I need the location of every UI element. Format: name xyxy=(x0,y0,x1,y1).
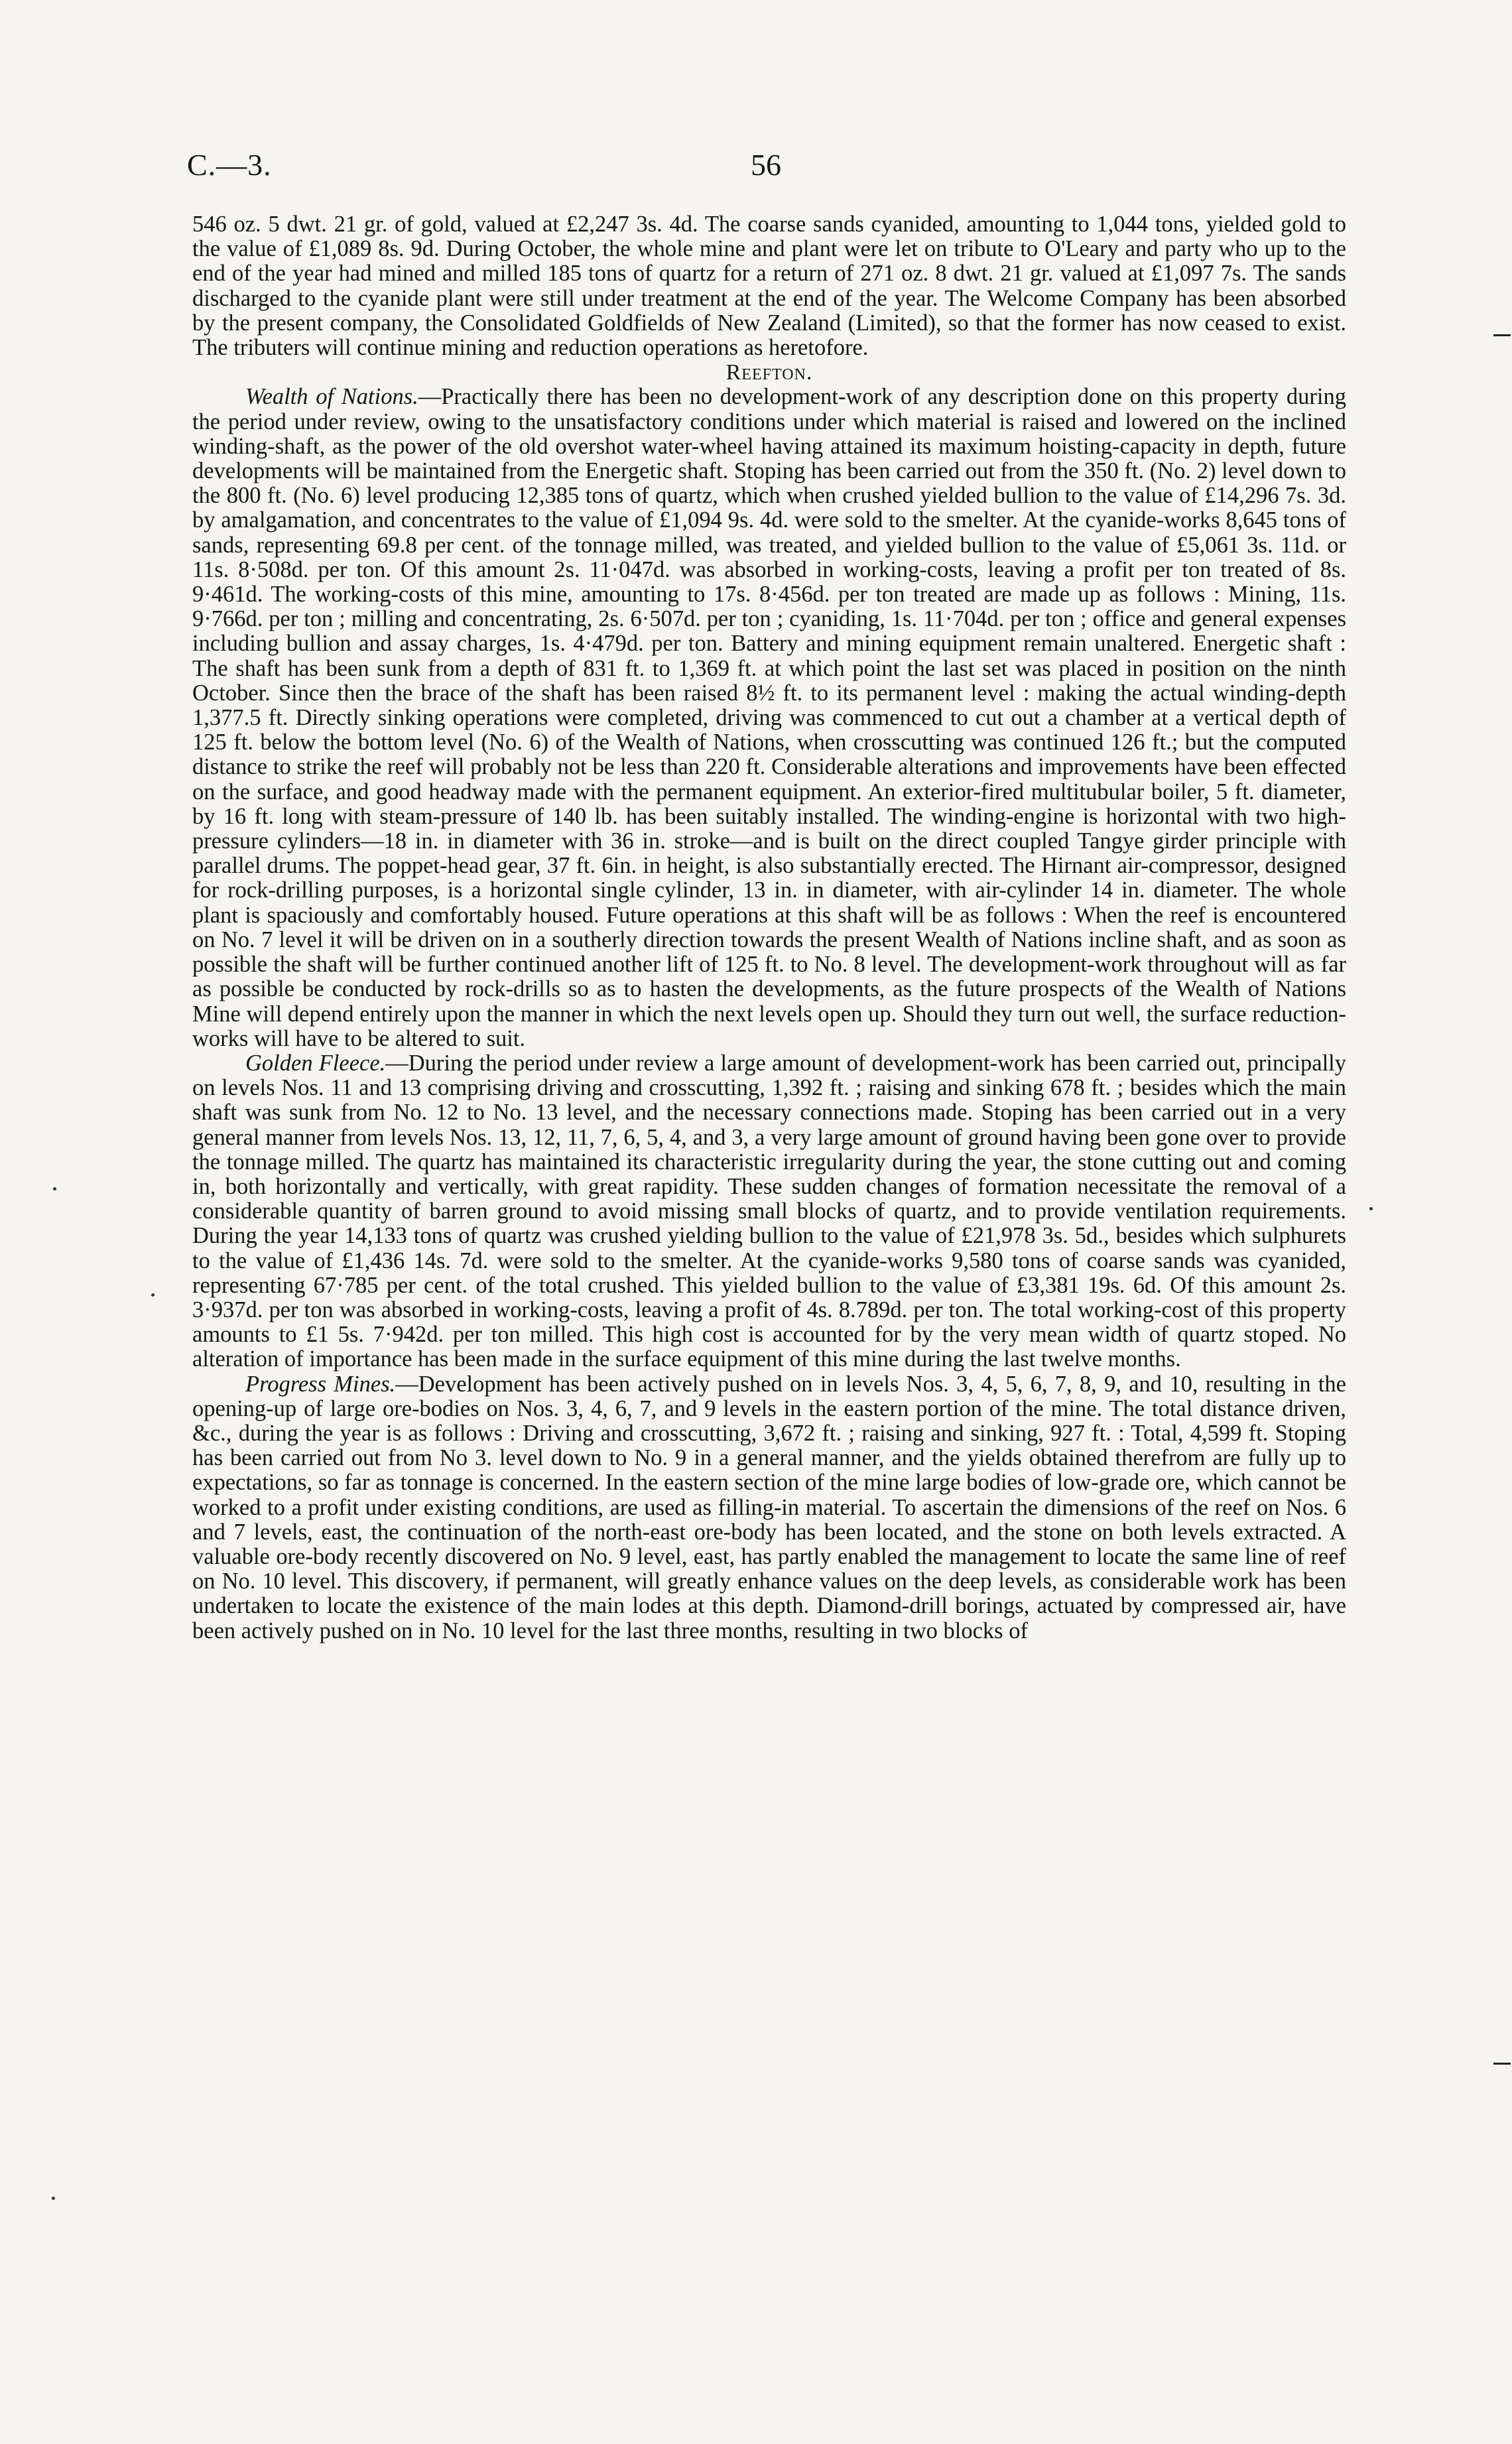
margin-dot xyxy=(1369,1207,1373,1210)
page-number: 56 xyxy=(751,148,781,182)
body-text xyxy=(192,212,1346,1643)
golden-fleece-paragraph xyxy=(192,1051,1346,1372)
section-heading-reefton: Reefton. xyxy=(725,360,813,385)
wealth-of-nations-paragraph xyxy=(192,385,1346,1051)
golden-fleece-text: —During the period under review a large amount of development-work has been carried out, principally on levels Nos. 11 and 13 comprising driving and crosscutting, 1,392 ft. ; raising and sinking 678 ft. ; besides which the main shaft was sunk from No. 12 to No. 13 level, and the necessary connections made. Stoping has been carried out in a very general manner from levels Nos. 13, 12, 11, 7, 6, 5, 4, and 3, a very large amount of ground having been gone over to provide the tonnage milled. The quartz has maintained its characteristic irregularity during the year, the stone cutting out and coming in, both horizontally and vertically, with great rapidity. These sudden changes of formation necessitate the removal of a considerable quantity of barren ground to avoid missing small blocks of quartz, and to provide ventilation requirements. During the year 14,133 tons of quartz was crushed yielding bullion to the value of £21,978 3s. 5d., besides which sulphurets to the value of £1,436 14s. 7d. were sold to the smelter. At the cyanide-works 9,580 tons of coarse sands was cyanided, representing 67·785 per cent. of the total crushed. This yielded bullion to the value of £3,381 19s. 6d. Of this amount 2s. 3·937d. per ton was absorbed in working-costs, leaving a profit of 4s. 8.789d. per ton. The total working-cost of this property amounts to £1 5s. 7·942d. per ton milled. This high cost is accounted for by the very mean width of quartz stoped. No alteration of importance has been made in the surface equipment of this mine during the last twelve months. xyxy=(192,1050,1346,1372)
page-header xyxy=(187,147,1348,194)
margin-dot xyxy=(151,1293,155,1297)
progress-mines-text: —Development has been actively pushed on in levels Nos. 3, 4, 5, 6, 7, 8, 9, and 10, resulting in the opening-up of large ore-bodies on Nos. 3, 4, 6, 7, and 9 levels in the eastern portion of the mine. The total distance driven, &c., during the year is as follows : Driving and crosscutting, 3,672 ft. ; raising and sinking, 927 ft. : Total, 4,599 ft. Stoping has been carried out from No 3. level down to No. 9 in a general manner, and the yields obtained therefrom are fully up to expectations, so far as tonnage is concerned. In the eastern section of the mine large bodies of low-grade ore, which cannot be worked to a profit under existing conditions, are used as filling-in material. To ascertain the dimensions of the reef on Nos. 6 and 7 levels, east, the continuation of the north-east ore-body has been located, and the stone on both levels extracted. A valuable ore-body recently discovered on No. 9 level, east, has partly enabled the management to locate the same line of reef on No. 10 level. This discovery, if permanent, will greatly enhance values on the deep levels, as considerable work has been undertaken to locate the existence of the main lodes at this depth. Diamond-drill borings, actuated by compressed air, have been actively pushed on in No. 10 level for the last three months, resulting in two blocks of xyxy=(192,1371,1346,1643)
report-reference: C.—3. xyxy=(187,148,272,182)
margin-dot xyxy=(52,2197,55,2200)
progress-mines-title: Progress Mines. xyxy=(245,1371,396,1397)
wealth-of-nations-title: Wealth of Nations. xyxy=(245,384,418,410)
intro-paragraph: 546 oz. 5 dwt. 21 gr. of gold, valued at £2,247 3s. 4d. The coarse sands cyanided, amounting to 1,044 tons, yielded gold to the value of £1,089 8s. 9d. During October, the whole mine and plant were let on tribute to O'Leary and party who up to the end of the year had mined and milled 185 tons of quartz for a return of 271 oz. 8 dwt. 21 gr. valued at £1,097 7s. The sands discharged to the cyanide plant were still under treatment at the end of the year. The Welcome Company has been absorbed by the present company, the Consolidated Goldfields of New Zealand (Limited), so that the former has now ceased to exist. The tributers will continue mining and reduction operations as heretofore. xyxy=(192,212,1346,361)
margin-dot xyxy=(53,1187,56,1190)
progress-mines-paragraph xyxy=(192,1372,1346,1643)
golden-fleece-title: Golden Fleece. xyxy=(245,1050,386,1076)
margin-mark xyxy=(1493,2063,1511,2065)
wealth-of-nations-text: —Practically there has been no development-work of any description done on this property during the period under review, owing to the unsatisfactory conditions under which material is raised and lowered on the inclined winding-shaft, as the power of the old overshot water-wheel having attained its maximum hoisting-capacity in depth, future developments will be maintained from the Energetic shaft. Stoping has been carried out from the 350 ft. (No. 2) level down to the 800 ft. (No. 6) level producing 12,385 tons of quartz, which when crushed yielded bullion to the value of £14,296 7s. 3d. by amalgamation, and concentrates to the value of £1,094 9s. 4d. were sold to the smelter. At the cyanide-works 8,645 tons of sands, representing 69.8 per cent. of the tonnage milled, was treated, and yielded bullion to the value of £5,061 3s. 11d. or 11s. 8·508d. per ton. Of this amount 2s. 11·047d. was absorbed in working-costs, leaving a profit per ton treated of 8s. 9·461d. The working-costs of this mine, amounting to 17s. 8·456d. per ton treated are made up as follows : Mining, 11s. 9·766d. per ton ; milling and concentrating, 2s. 6·507d. per ton ; cyaniding, 1s. 11·704d. per ton ; office and general expenses including bullion and assay charges, 1s. 4·479d. per ton. Battery and mining equipment remain unaltered. Energetic shaft : The shaft has been sunk from a depth of 831 ft. to 1,369 ft. at which point the last set was placed in position on the ninth October. Since then the brace of the shaft has been raised 8½ ft. to its permanent level : making the actual winding-depth 1,377.5 ft. Directly sinking operations were completed, driving was commenced to cut out a chamber at a vertical depth of 125 ft. below the bottom level (No. 6) of the Wealth of Nations, when crosscutting was continued 126 ft.; but the computed distance to strike the reef will probably not be less than 220 ft. Considerable alterations and improvements have been effected on the surface, and good headway made with the permanent equipment. An exterior-fired multitubular boiler, 5 ft. diameter, by 16 ft. long with steam-pressure of 140 lb. has been suitably installed. The winding-engine is horizontal with two high-pressure cylinders—18 in. in diameter with 36 in. stroke—and is built on the direct coupled Tangye girder principle with parallel drums. The poppet-head gear, 37 ft. 6in. in height, is also substantially erected. The Hirnant air-compressor, designed for rock-drilling purposes, is a horizontal single cylinder, 13 in. in diameter, with air-cylinder 14 in. diameter. The whole plant is spaciously and comfortably housed. Future operations at this shaft will be as follows : When the reef is encountered on No. 7 level it will be driven on in a southerly direction towards the present Wealth of Nations incline shaft, and as soon as possible the shaft will be further continued another lift of 125 ft. to No. 8 level. The development-work throughout will as far as possible be conducted by rock-drills so as to hasten the developments, as the future prospects of the Wealth of Nations Mine will depend entirely upon the manner in which the next levels open up. Should they turn out well, the surface reduction-works will have to be altered to suit. xyxy=(192,384,1347,1051)
margin-mark xyxy=(1493,334,1511,336)
